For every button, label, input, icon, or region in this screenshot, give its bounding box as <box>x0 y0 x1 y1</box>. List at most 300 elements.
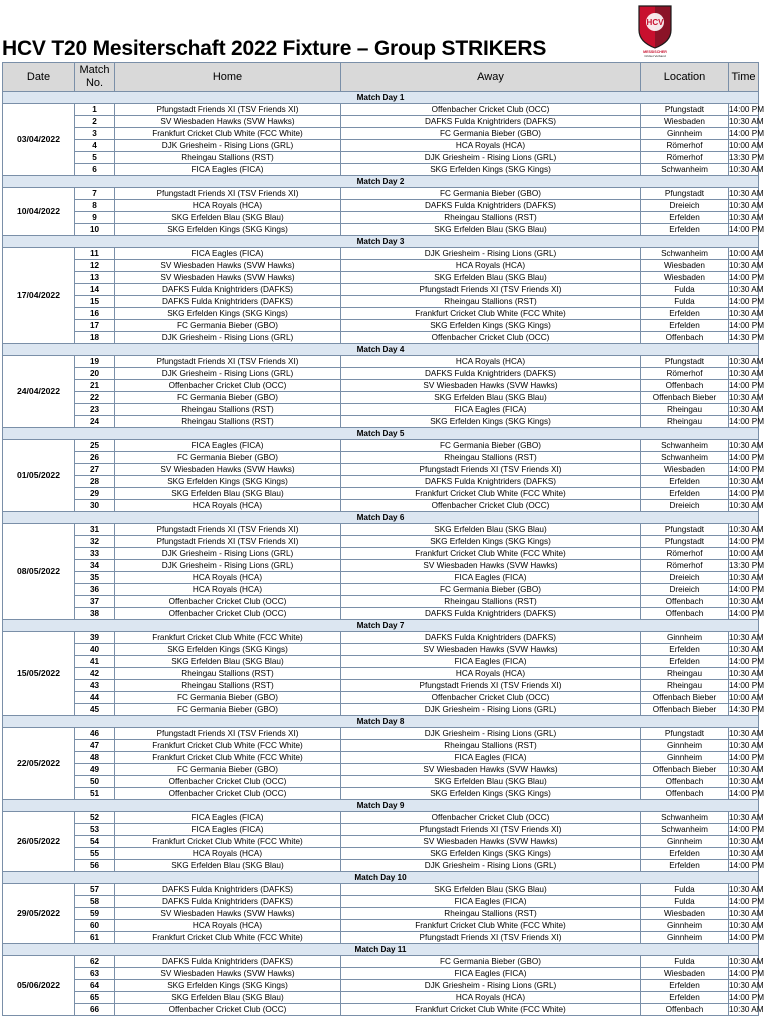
away-team: SKG Erfelden Kings (SKG Kings) <box>341 536 641 548</box>
table-row <box>3 140 759 152</box>
away-team: Rheingau Stallions (RST) <box>341 212 641 224</box>
logo-caption: MESSISCHER <box>643 50 667 54</box>
match-number: 28 <box>75 476 115 488</box>
away-team: Offenbacher Cricket Club (OCC) <box>341 104 641 116</box>
match-day-label: Match Day 6 <box>3 512 759 524</box>
match-time: 10:00 AM <box>729 141 764 150</box>
match-number: 42 <box>75 668 115 680</box>
home-team: Rheingau Stallions (RST) <box>115 152 341 164</box>
away-team: FICA Eagles (FICA) <box>341 656 641 668</box>
table-row <box>3 896 759 908</box>
match-time: 10:30 AM <box>729 309 764 318</box>
home-team: Frankfurt Cricket Club White (FCC White) <box>115 128 341 140</box>
home-team: SKG Erfelden Blau (SKG Blau) <box>115 992 341 1004</box>
match-number: 27 <box>75 464 115 476</box>
header-match-no-line1: Match <box>79 64 110 76</box>
table-row <box>3 740 759 752</box>
home-team: FICA Eagles (FICA) <box>115 824 341 836</box>
table-row <box>3 764 759 776</box>
home-team: SKG Erfelden Blau (SKG Blau) <box>115 656 341 668</box>
table-row <box>3 656 759 668</box>
away-team: SKG Erfelden Blau (SKG Blau) <box>341 224 641 236</box>
location: Pfungstadt <box>641 188 729 200</box>
match-time: 10:00 AM <box>729 693 764 702</box>
table-row <box>3 284 759 296</box>
match-time: 14:00 PM <box>729 489 764 498</box>
table-row <box>3 980 759 992</box>
home-team: FC Germania Bieber (GBO) <box>115 320 341 332</box>
header-away: Away <box>341 63 641 92</box>
table-row <box>3 296 759 308</box>
match-number: 29 <box>75 488 115 500</box>
table-row <box>3 596 759 608</box>
location: Schwanheim <box>641 440 729 452</box>
table-header-row <box>3 63 759 92</box>
match-number: 57 <box>75 884 115 896</box>
location: Dreieich <box>641 500 729 512</box>
match-day-label: Match Day 5 <box>3 428 759 440</box>
match-day-row <box>3 176 759 188</box>
match-time: 10:30 AM <box>729 1005 764 1014</box>
away-team: FICA Eagles (FICA) <box>341 404 641 416</box>
match-number: 18 <box>75 332 115 344</box>
match-time: 10:30 AM <box>729 285 764 294</box>
match-day-row <box>3 236 759 248</box>
table-row <box>3 848 759 860</box>
table-row <box>3 524 759 536</box>
match-date: 03/04/2022 <box>3 104 75 176</box>
away-team: Rheingau Stallions (RST) <box>341 452 641 464</box>
match-number: 58 <box>75 896 115 908</box>
logo-monogram: HCV <box>646 18 664 27</box>
home-team: SV Wiesbaden Hawks (SVW Hawks) <box>115 116 341 128</box>
home-team: Rheingau Stallions (RST) <box>115 416 341 428</box>
location: Erfelden <box>641 656 729 668</box>
home-team: HCA Royals (HCA) <box>115 584 341 596</box>
home-team: Pfungstadt Friends XI (TSV Friends XI) <box>115 728 341 740</box>
fixture-table <box>2 62 764 1016</box>
home-team: Offenbacher Cricket Club (OCC) <box>115 1004 341 1016</box>
match-number: 16 <box>75 308 115 320</box>
match-number: 53 <box>75 824 115 836</box>
location: Wiesbaden <box>641 116 729 128</box>
table-row <box>3 992 759 1004</box>
match-date: 26/05/2022 <box>3 812 75 872</box>
match-number: 13 <box>75 272 115 284</box>
location: Offenbach <box>641 380 729 392</box>
match-time: 10:30 AM <box>729 189 764 198</box>
match-day-label: Match Day 8 <box>3 716 759 728</box>
location: Ginnheim <box>641 128 729 140</box>
home-team: Rheingau Stallions (RST) <box>115 404 341 416</box>
away-team: Frankfurt Cricket Club White (FCC White) <box>341 1004 641 1016</box>
table-row <box>3 188 759 200</box>
table-row <box>3 104 759 116</box>
home-team: Frankfurt Cricket Club White (FCC White) <box>115 752 341 764</box>
home-team: SV Wiesbaden Hawks (SVW Hawks) <box>115 908 341 920</box>
location: Ginnheim <box>641 920 729 932</box>
match-time: 14:00 PM <box>729 789 764 798</box>
header-time: Time <box>729 63 759 92</box>
match-day-label: Match Day 10 <box>3 872 759 884</box>
location: Ginnheim <box>641 836 729 848</box>
table-row <box>3 332 759 344</box>
match-number: 3 <box>75 128 115 140</box>
away-team: SV Wiesbaden Hawks (SVW Hawks) <box>341 380 641 392</box>
table-row <box>3 812 759 824</box>
away-team: Rheingau Stallions (RST) <box>341 908 641 920</box>
away-team: SKG Erfelden Blau (SKG Blau) <box>341 776 641 788</box>
match-day-label: Match Day 7 <box>3 620 759 632</box>
table-row <box>3 920 759 932</box>
match-number: 36 <box>75 584 115 596</box>
match-day-label: Match Day 1 <box>3 92 759 104</box>
match-time: 10:30 AM <box>729 165 764 174</box>
match-time: 10:30 AM <box>729 729 764 738</box>
home-team: FICA Eagles (FICA) <box>115 440 341 452</box>
away-team: DJK Griesheim - Rising Lions (GRL) <box>341 704 641 716</box>
location: Ginnheim <box>641 632 729 644</box>
match-time: 10:30 AM <box>729 765 764 774</box>
location: Fulda <box>641 956 729 968</box>
match-number: 37 <box>75 596 115 608</box>
match-day-label: Match Day 9 <box>3 800 759 812</box>
match-number: 45 <box>75 704 115 716</box>
location: Ginnheim <box>641 740 729 752</box>
home-team: DAFKS Fulda Knightriders (DAFKS) <box>115 884 341 896</box>
match-time: 13:30 PM <box>729 561 764 570</box>
match-time: 14:00 PM <box>729 321 764 330</box>
match-number: 2 <box>75 116 115 128</box>
match-time: 10:30 AM <box>729 405 764 414</box>
table-row <box>3 704 759 716</box>
location: Erfelden <box>641 980 729 992</box>
home-team: Rheingau Stallions (RST) <box>115 680 341 692</box>
match-number: 14 <box>75 284 115 296</box>
away-team: Pfungstadt Friends XI (TSV Friends XI) <box>341 284 641 296</box>
table-row <box>3 356 759 368</box>
home-team: SKG Erfelden Blau (SKG Blau) <box>115 488 341 500</box>
away-team: FICA Eagles (FICA) <box>341 896 641 908</box>
away-team: Pfungstadt Friends XI (TSV Friends XI) <box>341 824 641 836</box>
away-team: FC Germania Bieber (GBO) <box>341 188 641 200</box>
match-number: 51 <box>75 788 115 800</box>
match-number: 17 <box>75 320 115 332</box>
away-team: SV Wiesbaden Hawks (SVW Hawks) <box>341 836 641 848</box>
home-team: SKG Erfelden Kings (SKG Kings) <box>115 476 341 488</box>
location: Römerhof <box>641 368 729 380</box>
match-time: 10:30 AM <box>729 525 764 534</box>
home-team: HCA Royals (HCA) <box>115 572 341 584</box>
table-row <box>3 392 759 404</box>
away-team: DJK Griesheim - Rising Lions (GRL) <box>341 980 641 992</box>
home-team: DJK Griesheim - Rising Lions (GRL) <box>115 332 341 344</box>
home-team: SKG Erfelden Blau (SKG Blau) <box>115 212 341 224</box>
location: Erfelden <box>641 212 729 224</box>
location: Pfungstadt <box>641 356 729 368</box>
table-row <box>3 368 759 380</box>
home-team: Pfungstadt Friends XI (TSV Friends XI) <box>115 536 341 548</box>
away-team: DAFKS Fulda Knightriders (DAFKS) <box>341 368 641 380</box>
location: Erfelden <box>641 488 729 500</box>
location: Pfungstadt <box>641 104 729 116</box>
match-number: 55 <box>75 848 115 860</box>
location: Römerhof <box>641 548 729 560</box>
location: Wiesbaden <box>641 272 729 284</box>
away-team: HCA Royals (HCA) <box>341 140 641 152</box>
match-day-row <box>3 344 759 356</box>
table-row <box>3 152 759 164</box>
home-team: FC Germania Bieber (GBO) <box>115 692 341 704</box>
match-time: 10:30 AM <box>729 849 764 858</box>
match-date: 08/05/2022 <box>3 524 75 620</box>
match-time: 10:30 AM <box>729 645 764 654</box>
location: Offenbach <box>641 608 729 620</box>
home-team: DAFKS Fulda Knightriders (DAFKS) <box>115 896 341 908</box>
table-row <box>3 272 759 284</box>
away-team: FC Germania Bieber (GBO) <box>341 128 641 140</box>
location: Dreieich <box>641 584 729 596</box>
table-row <box>3 536 759 548</box>
location: Dreieich <box>641 200 729 212</box>
table-row <box>3 464 759 476</box>
match-time: 14:00 PM <box>729 381 764 390</box>
match-time: 14:00 PM <box>729 105 764 114</box>
match-time: 14:00 PM <box>729 225 764 234</box>
match-number: 1 <box>75 104 115 116</box>
table-row <box>3 968 759 980</box>
away-team: SKG Erfelden Kings (SKG Kings) <box>341 320 641 332</box>
location: Schwanheim <box>641 812 729 824</box>
home-team: DAFKS Fulda Knightriders (DAFKS) <box>115 956 341 968</box>
match-number: 21 <box>75 380 115 392</box>
match-time: 10:30 AM <box>729 909 764 918</box>
home-team: DJK Griesheim - Rising Lions (GRL) <box>115 140 341 152</box>
table-row <box>3 584 759 596</box>
match-time: 14:00 PM <box>729 861 764 870</box>
match-time: 14:00 PM <box>729 129 764 138</box>
home-team: FC Germania Bieber (GBO) <box>115 764 341 776</box>
match-date: 29/05/2022 <box>3 884 75 944</box>
match-number: 47 <box>75 740 115 752</box>
match-time: 10:30 AM <box>729 981 764 990</box>
home-team: FC Germania Bieber (GBO) <box>115 392 341 404</box>
match-time: 14:00 PM <box>729 585 764 594</box>
match-time: 10:30 AM <box>729 477 764 486</box>
match-time: 10:30 AM <box>729 813 764 822</box>
match-time: 10:30 AM <box>729 201 764 210</box>
match-date: 17/04/2022 <box>3 248 75 344</box>
match-number: 65 <box>75 992 115 1004</box>
away-team: Offenbacher Cricket Club (OCC) <box>341 500 641 512</box>
table-row <box>3 200 759 212</box>
match-time: 14:00 PM <box>729 537 764 546</box>
match-number: 26 <box>75 452 115 464</box>
match-day-row <box>3 428 759 440</box>
match-number: 25 <box>75 440 115 452</box>
away-team: SKG Erfelden Blau (SKG Blau) <box>341 884 641 896</box>
home-team: Offenbacher Cricket Club (OCC) <box>115 380 341 392</box>
match-number: 38 <box>75 608 115 620</box>
match-time: 10:30 AM <box>729 261 764 270</box>
match-number: 10 <box>75 224 115 236</box>
match-day-row <box>3 800 759 812</box>
match-time: 14:00 PM <box>729 417 764 426</box>
home-team: HCA Royals (HCA) <box>115 500 341 512</box>
home-team: Pfungstadt Friends XI (TSV Friends XI) <box>115 524 341 536</box>
match-time: 10:00 AM <box>729 249 764 258</box>
match-time: 10:30 AM <box>729 921 764 930</box>
table-row <box>3 776 759 788</box>
location: Römerhof <box>641 152 729 164</box>
away-team: FC Germania Bieber (GBO) <box>341 956 641 968</box>
location: Wiesbaden <box>641 908 729 920</box>
match-time: 10:30 AM <box>729 633 764 642</box>
table-row <box>3 560 759 572</box>
home-team: FC Germania Bieber (GBO) <box>115 452 341 464</box>
table-row <box>3 488 759 500</box>
away-team: DJK Griesheim - Rising Lions (GRL) <box>341 248 641 260</box>
match-time: 14:00 PM <box>729 681 764 690</box>
home-team: Offenbacher Cricket Club (OCC) <box>115 788 341 800</box>
away-team: Pfungstadt Friends XI (TSV Friends XI) <box>341 680 641 692</box>
match-time: 10:30 AM <box>729 117 764 126</box>
home-team: Offenbacher Cricket Club (OCC) <box>115 608 341 620</box>
match-number: 60 <box>75 920 115 932</box>
location: Erfelden <box>641 644 729 656</box>
away-team: Rheingau Stallions (RST) <box>341 740 641 752</box>
home-team: FICA Eagles (FICA) <box>115 248 341 260</box>
home-team: SV Wiesbaden Hawks (SVW Hawks) <box>115 464 341 476</box>
away-team: SKG Erfelden Blau (SKG Blau) <box>341 392 641 404</box>
header-home: Home <box>115 63 341 92</box>
match-number: 52 <box>75 812 115 824</box>
home-team: SV Wiesbaden Hawks (SVW Hawks) <box>115 260 341 272</box>
match-number: 23 <box>75 404 115 416</box>
home-team: HCA Royals (HCA) <box>115 920 341 932</box>
hcv-logo-icon <box>633 2 677 58</box>
table-row <box>3 452 759 464</box>
table-row <box>3 692 759 704</box>
home-team: FICA Eagles (FICA) <box>115 812 341 824</box>
location: Wiesbaden <box>641 968 729 980</box>
match-time: 14:00 PM <box>729 993 764 1002</box>
match-time: 10:30 AM <box>729 741 764 750</box>
match-date: 01/05/2022 <box>3 440 75 512</box>
away-team: SKG Erfelden Blau (SKG Blau) <box>341 272 641 284</box>
table-row <box>3 308 759 320</box>
match-day-row <box>3 92 759 104</box>
away-team: DAFKS Fulda Knightriders (DAFKS) <box>341 200 641 212</box>
match-time: 14:00 PM <box>729 453 764 462</box>
away-team: DJK Griesheim - Rising Lions (GRL) <box>341 728 641 740</box>
location: Fulda <box>641 884 729 896</box>
location: Schwanheim <box>641 452 729 464</box>
location: Erfelden <box>641 860 729 872</box>
away-team: DAFKS Fulda Knightriders (DAFKS) <box>341 608 641 620</box>
away-team: SKG Erfelden Kings (SKG Kings) <box>341 416 641 428</box>
away-team: DJK Griesheim - Rising Lions (GRL) <box>341 152 641 164</box>
location: Offenbach Bieber <box>641 692 729 704</box>
away-team: Pfungstadt Friends XI (TSV Friends XI) <box>341 464 641 476</box>
location: Erfelden <box>641 224 729 236</box>
table-row <box>3 956 759 968</box>
location: Fulda <box>641 284 729 296</box>
table-row <box>3 932 759 944</box>
home-team: SV Wiesbaden Hawks (SVW Hawks) <box>115 272 341 284</box>
location: Offenbach <box>641 596 729 608</box>
match-number: 40 <box>75 644 115 656</box>
home-team: Frankfurt Cricket Club White (FCC White) <box>115 932 341 944</box>
match-number: 32 <box>75 536 115 548</box>
location: Offenbach <box>641 1004 729 1016</box>
match-number: 20 <box>75 368 115 380</box>
home-team: DJK Griesheim - Rising Lions (GRL) <box>115 548 341 560</box>
location: Offenbach Bieber <box>641 392 729 404</box>
match-number: 64 <box>75 980 115 992</box>
away-team: HCA Royals (HCA) <box>341 992 641 1004</box>
away-team: Pfungstadt Friends XI (TSV Friends XI) <box>341 932 641 944</box>
match-time: 14:00 PM <box>729 657 764 666</box>
away-team: SV Wiesbaden Hawks (SVW Hawks) <box>341 764 641 776</box>
match-time: 10:30 AM <box>729 573 764 582</box>
table-row <box>3 1004 759 1016</box>
match-time: 14:30 PM <box>729 705 764 714</box>
away-team: HCA Royals (HCA) <box>341 668 641 680</box>
match-time: 10:30 AM <box>729 837 764 846</box>
table-row <box>3 116 759 128</box>
match-number: 63 <box>75 968 115 980</box>
match-number: 41 <box>75 656 115 668</box>
match-time: 10:30 AM <box>729 441 764 450</box>
location: Römerhof <box>641 560 729 572</box>
home-team: HCA Royals (HCA) <box>115 848 341 860</box>
match-time: 14:00 PM <box>729 969 764 978</box>
match-day-label: Match Day 11 <box>3 944 759 956</box>
table-row <box>3 908 759 920</box>
location: Rheingau <box>641 416 729 428</box>
match-date: 22/05/2022 <box>3 728 75 800</box>
location: Offenbach <box>641 788 729 800</box>
match-number: 50 <box>75 776 115 788</box>
table-row <box>3 884 759 896</box>
location: Rheingau <box>641 404 729 416</box>
match-number: 6 <box>75 164 115 176</box>
away-team: HCA Royals (HCA) <box>341 260 641 272</box>
table-row <box>3 644 759 656</box>
away-team: Offenbacher Cricket Club (OCC) <box>341 692 641 704</box>
match-time: 10:30 AM <box>729 393 764 402</box>
match-number: 49 <box>75 764 115 776</box>
match-number: 39 <box>75 632 115 644</box>
match-number: 4 <box>75 140 115 152</box>
away-team: FC Germania Bieber (GBO) <box>341 584 641 596</box>
page-title: HCV T20 Mesiterschaft 2022 Fixture – Group STRIKERS <box>2 37 547 60</box>
match-time: 14:00 PM <box>729 897 764 906</box>
away-team: DJK Griesheim - Rising Lions (GRL) <box>341 860 641 872</box>
away-team: Frankfurt Cricket Club White (FCC White) <box>341 548 641 560</box>
match-number: 35 <box>75 572 115 584</box>
away-team: HCA Royals (HCA) <box>341 356 641 368</box>
match-time: 10:30 AM <box>729 885 764 894</box>
match-number: 46 <box>75 728 115 740</box>
home-team: FC Germania Bieber (GBO) <box>115 704 341 716</box>
home-team: DJK Griesheim - Rising Lions (GRL) <box>115 368 341 380</box>
location: Offenbach Bieber <box>641 764 729 776</box>
match-number: 15 <box>75 296 115 308</box>
match-time: 14:00 PM <box>729 753 764 762</box>
table-row <box>3 248 759 260</box>
